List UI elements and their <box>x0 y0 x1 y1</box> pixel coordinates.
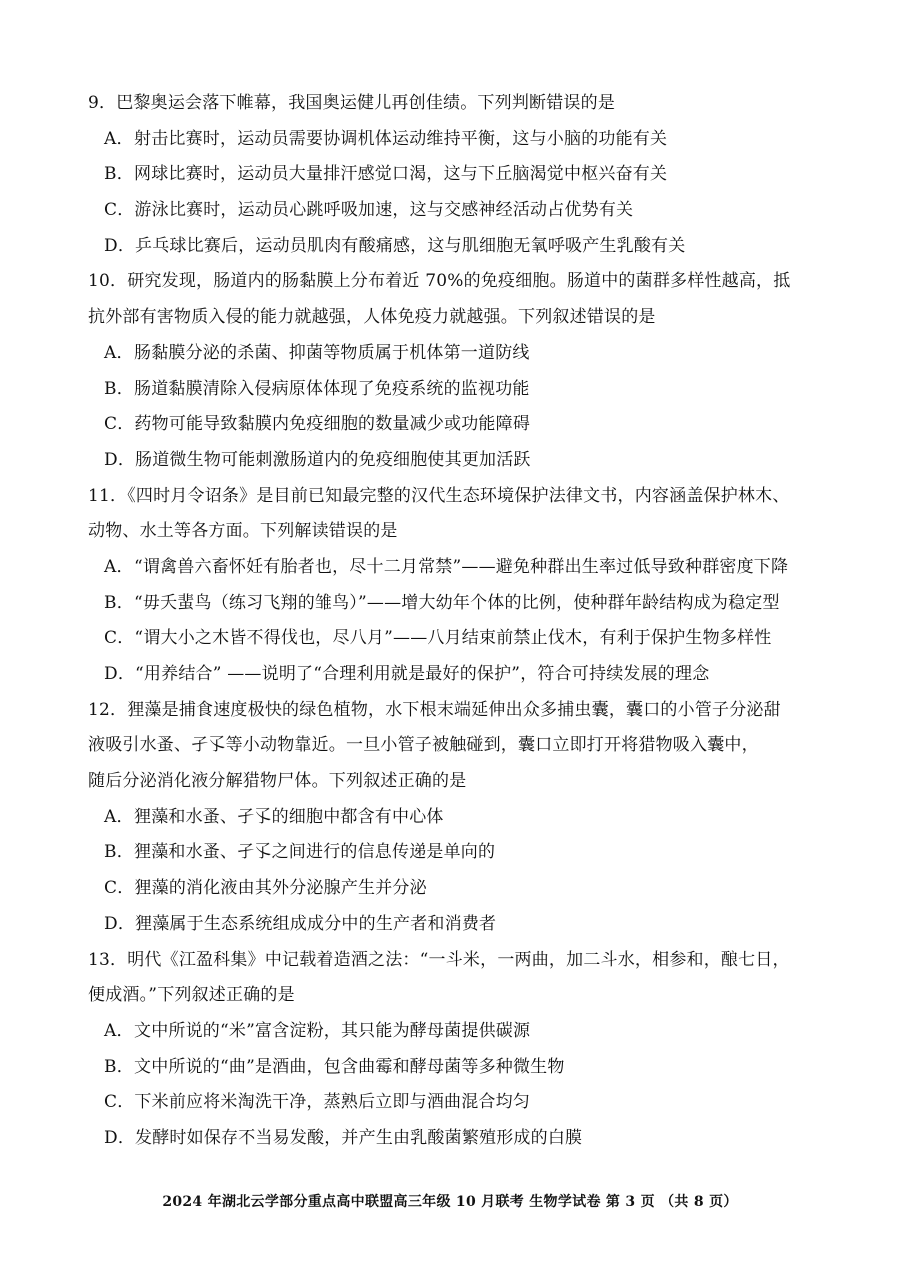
option-letter: A． <box>104 806 134 827</box>
option-text: 乒乓球比赛后，运动员肌肉有酸痛感，这与肌细胞无氧呼吸产生乳酸有关 <box>135 235 686 256</box>
option-letter: D． <box>104 235 136 256</box>
option-letter: D． <box>104 664 136 684</box>
question-number: 10． <box>88 271 128 292</box>
option-letter: C． <box>104 414 135 435</box>
question-block <box>88 693 828 943</box>
option-letter: B． <box>104 1056 134 1077</box>
question-stem-text: 研究发现，肠道内的肠黏膜上分布着近 70%的免疫细胞。肠道中的菌群多样性越高，抵 <box>127 271 791 292</box>
question-stem-continued <box>88 764 828 800</box>
answer-option <box>88 907 828 943</box>
option-letter: B． <box>104 842 134 863</box>
option-letter: C． <box>104 200 135 221</box>
option-text: 游泳比赛时，运动员心跳呼吸加速，这与交感神经活动占优势有关 <box>134 200 634 221</box>
question-number: 12． <box>88 699 128 720</box>
question-stem <box>88 86 828 122</box>
option-text: 肠黏膜分泌的杀菌、抑菌等物质属于机体第一道防线 <box>134 342 530 363</box>
option-letter: D． <box>104 449 136 470</box>
option-letter: B． <box>104 592 134 613</box>
option-letter: C． <box>104 1092 135 1113</box>
answer-option <box>88 586 828 622</box>
option-text: 网球比赛时，运动员大量排汗感觉口渴，这与下丘脑渴觉中枢兴奋有关 <box>134 164 668 185</box>
question-number: 13． <box>88 949 128 970</box>
option-text: 狸藻属于生态系统组成成分中的生产者和消费者 <box>135 913 497 934</box>
option-text: “谓大小之木皆不得伐也，尽八月”——八月结束前禁止伐木，有利于保护生物多样性 <box>134 628 772 649</box>
question-stem-continued <box>88 300 828 336</box>
option-letter: A． <box>104 1020 134 1041</box>
answer-option <box>88 407 828 443</box>
question-block <box>88 264 828 478</box>
option-text: 肠道黏膜清除入侵病原体体现了免疫系统的监视功能 <box>134 378 530 399</box>
question-stem-text: 抗外部有害物质入侵的能力就越强，人体免疫力就越强。下列叙述错误的是 <box>88 307 656 328</box>
option-text: “用养结合” ——说明了“合理利用就是最好的保护”，符合可持续发展的理念 <box>135 664 710 684</box>
option-letter: C． <box>104 878 135 899</box>
question-block <box>88 86 828 264</box>
answer-option <box>88 1014 828 1050</box>
answer-option <box>88 621 828 657</box>
question-stem-text: 狸藻是捕食速度极快的绿色植物，水下根末端延伸出众多捕虫囊，囊口的小管子分泌甜 <box>127 699 781 720</box>
answer-option <box>88 800 828 836</box>
question-stem-text: 随后分泌消化液分解猎物尸体。下列叙述正确的是 <box>88 771 467 792</box>
question-stem-text: 便成酒。”下列叙述正确的是 <box>88 985 295 1006</box>
question-stem-text: 液吸引水蚤、孑孓等小动物靠近。一旦小管子被触碰到，囊口立即打开将猎物吸入囊中， <box>88 735 759 756</box>
answer-option <box>88 835 828 871</box>
question-stem <box>88 264 828 300</box>
question-stem-text: 动物、水土等各方面。下列解读错误的是 <box>88 521 398 542</box>
question-block <box>88 943 828 1157</box>
option-letter: A． <box>104 128 134 149</box>
answer-option <box>88 229 828 265</box>
answer-option <box>88 871 828 907</box>
answer-option <box>88 336 828 372</box>
question-stem <box>88 693 828 729</box>
option-text: “谓禽兽六畜怀妊有胎者也，尽十二月常禁”——避免种群出生率过低导致种群密度下降 <box>134 556 789 577</box>
question-list <box>88 86 828 1157</box>
option-text: “毋夭蜚鸟（练习飞翔的雏鸟）”——增大幼年个体的比例，使种群年龄结构成为稳定型 <box>134 592 780 613</box>
question-stem <box>88 479 828 515</box>
option-letter: B． <box>104 164 134 185</box>
answer-option <box>88 122 828 158</box>
question-stem-continued <box>88 978 828 1014</box>
answer-option <box>88 550 828 586</box>
option-letter: A． <box>104 342 134 363</box>
option-text: 狸藻的消化液由其外分泌腺产生并分泌 <box>134 878 427 899</box>
option-letter: B． <box>104 378 134 399</box>
question-stem-continued <box>88 728 828 764</box>
answer-option <box>88 1050 828 1086</box>
answer-option <box>88 372 828 408</box>
option-text: 狸藻和水蚤、孑孓的细胞中都含有中心体 <box>134 806 444 827</box>
option-letter: C． <box>104 628 135 649</box>
page-footer: 2024 年湖北云学部分重点高中联盟高三年级 10 月联考 生物学试卷 第 3 页 （共 8 页） <box>162 1194 738 1210</box>
option-letter: A． <box>104 556 134 577</box>
option-text: 文中所说的“曲”是酒曲，包含曲霉和酵母菌等多种微生物 <box>134 1056 565 1077</box>
answer-option <box>88 157 828 193</box>
question-number: 9． <box>88 93 117 113</box>
option-text: 狸藻和水蚤、孑孓之间进行的信息传递是单向的 <box>134 842 496 863</box>
question-block <box>88 479 828 693</box>
answer-option <box>88 443 828 479</box>
option-text: 药物可能导致黏膜内免疫细胞的数量减少或功能障碍 <box>134 414 531 435</box>
option-text: 射击比赛时，运动员需要协调机体运动维持平衡，这与小脑的功能有关 <box>134 128 668 149</box>
answer-option <box>88 657 828 693</box>
question-stem-text: 巴黎奥运会落下帷幕，我国奥运健儿再创佳绩。下列判断错误的是 <box>116 93 616 113</box>
answer-option <box>88 1085 828 1121</box>
question-number: 11． <box>88 485 128 506</box>
option-letter: D． <box>104 913 136 934</box>
option-letter: D． <box>104 1127 136 1148</box>
answer-option <box>88 193 828 229</box>
question-stem-text: 明代《江盈科集》中记载着造酒之法：“一斗米，一两曲，加二斗水，相参和，酿七日， <box>127 949 790 970</box>
answer-option <box>88 1121 828 1157</box>
question-stem <box>88 943 828 979</box>
question-stem-continued <box>88 514 828 550</box>
option-text: 下米前应将米淘洗干净，蒸熟后立即与酒曲混合均匀 <box>134 1092 531 1113</box>
question-stem-text: 《四时月令诏条》是目前已知最完整的汉代生态环境保护法律文书，内容涵盖保护林木、 <box>127 485 790 506</box>
option-text: 文中所说的“米”富含淀粉，其只能为酵母菌提供碳源 <box>134 1020 531 1041</box>
option-text: 发酵时如保存不当易发酸，并产生由乳酸菌繁殖形成的白膜 <box>135 1127 583 1148</box>
option-text: 肠道微生物可能刺激肠道内的免疫细胞使其更加活跃 <box>135 449 531 470</box>
